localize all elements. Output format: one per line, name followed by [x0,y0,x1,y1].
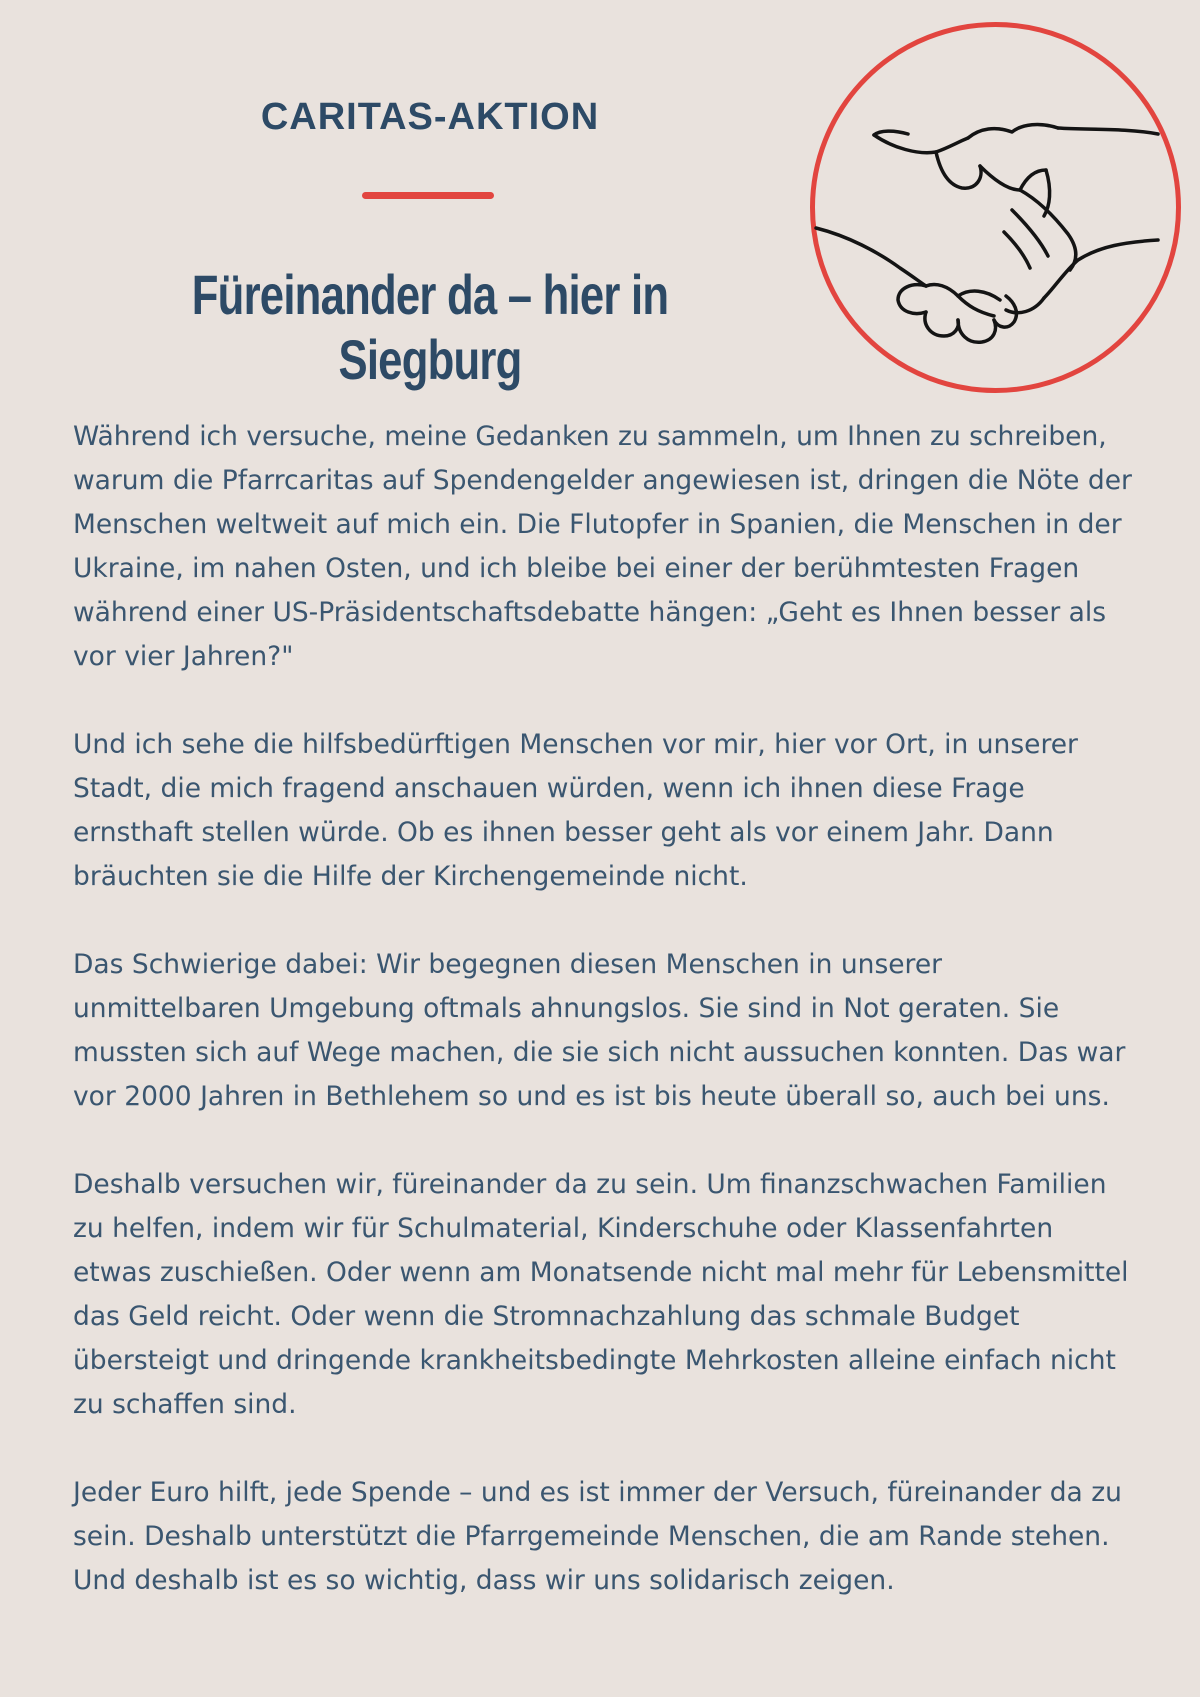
page-title: Füreinander da – hier in Siegburg [191,263,669,391]
paragraph-4: Deshalb versuchen wir, füreinander da zu sein. Um finanzschwachen Familien zu helfen, indem wir für Schulmaterial, Kinderschuhe oder Klassenfahrten etwas zuschießen. Oder wenn am Monatsende nicht mal mehr für Lebensmittel das Geld reicht. Oder wenn die Stromnachzahlung das schmale Budget übersteigt und dringende krankheitsbedingte Mehrkosten alleine einfach nicht zu schaffen sind. [73,1169,1129,1420]
paragraph-2: Und ich sehe die hilfsbedürftigen Menschen vor mir, hier vor Ort, in unserer Stadt, die mich fragend anschauen würden, wenn ich ihnen diese Frage ernsthaft stellen würde. Ob es ihnen besser geht als vor einem Jahr. Dann bräuchten sie die Hilfe der Kirchengemeinde nicht. [73,729,1078,892]
paragraph-5: Jeder Euro hilft, jede Spende – und es ist immer der Versuch, füreinander da zu sein. Deshalb unterstützt die Pfarrgemeinde Menschen, die am Rande stehen. Und deshalb ist es so wichtig, dass wir uns solidarisch zeigen. [73,1477,1122,1596]
body-text [73,415,1133,1647]
handshake-icon [808,20,1183,395]
paragraph-3: Das Schwierige dabei: Wir begegnen diesen Menschen in unserer unmittelbaren Umgebung oftmals ahnungslos. Sie sind in Not geraten. Sie mussten sich auf Wege machen, die sie sich nicht aussuchen konnten. Das war vor 2000 Jahren in Bethlehem so und es ist bis heute überall so, auch bei uns. [73,949,1126,1112]
kicker-title: CARITAS-AKTION [260,96,600,138]
paragraph-1: Während ich versuche, meine Gedanken zu sammeln, um Ihnen zu schreiben, warum die Pfarrcaritas auf Spendengelder angewiesen ist, dringen die Nöte der Menschen weltweit auf mich ein. Die Flutopfer in Spanien, die Menschen in der Ukraine, im nahen Osten, und ich bleibe bei einer der berühmtesten Fragen während einer US-Präsidentschaftsdebatte hängen: „Geht es Ihnen besser als vor vier Jahren?" [73,421,1132,672]
accent-divider [362,192,494,199]
